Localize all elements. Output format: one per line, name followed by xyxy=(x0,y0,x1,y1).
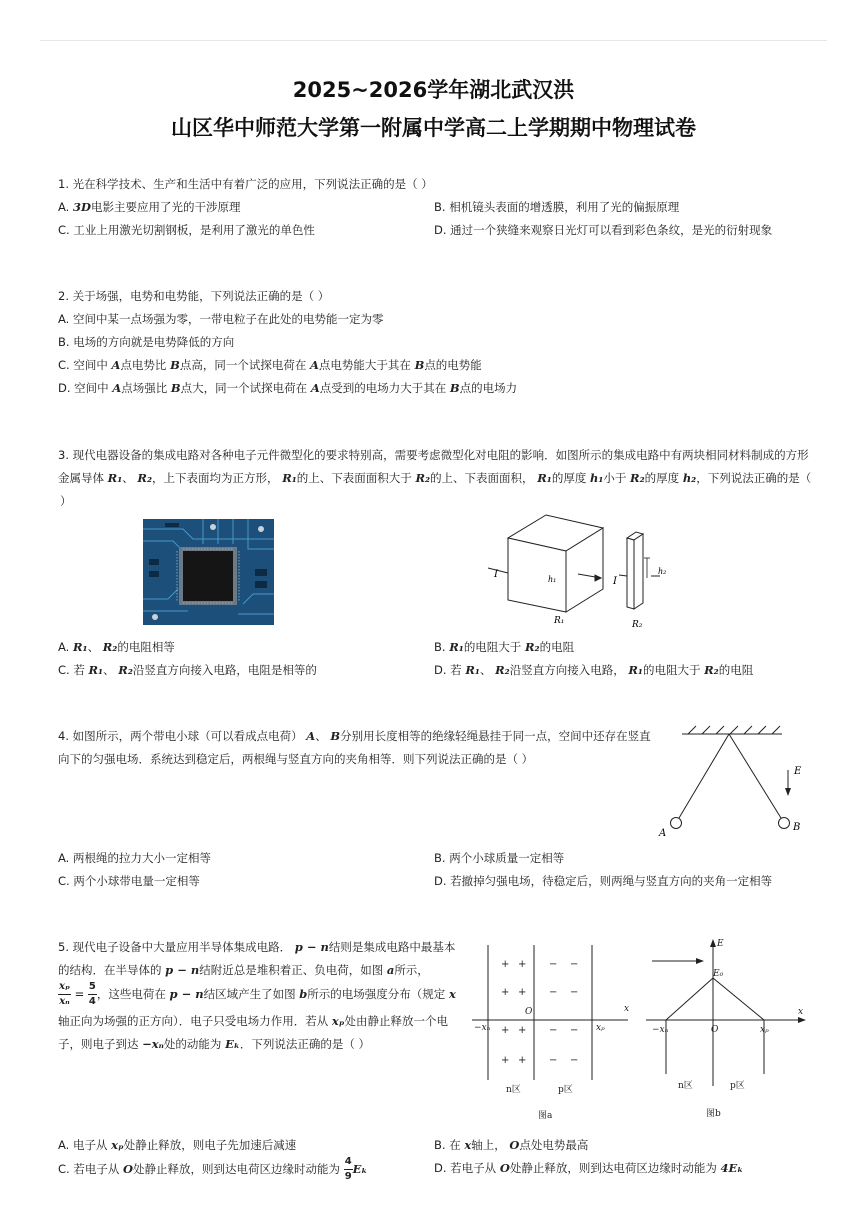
pn-junction-charge-figure xyxy=(468,940,638,1125)
plus-sign: + xyxy=(518,959,527,970)
origin-label: O xyxy=(711,1025,719,1035)
plus-sign: + xyxy=(501,1025,510,1036)
h1-label: h₁ xyxy=(548,575,557,584)
q3-option-d: D. 若 R₁、 R₂沿竖直方向接入电路， R₁的电阻大于 R₂的电阻 xyxy=(434,663,754,677)
plus-sign: + xyxy=(518,987,527,998)
q4-stem-line2: 向下的匀强电场．系统达到稳定后，两根绳与竖直方向的夹角相等．则下列说法正确的是（ ） xyxy=(58,752,534,766)
plus-sign: + xyxy=(501,1055,510,1066)
resistor-blocks-figure xyxy=(486,510,676,630)
q5-stem-line1: 5. 现代电子设备中大量应用半导体集成电路． p − n结则是集成电路中最基本 xyxy=(58,940,456,954)
q5-stem-line4: 轴正向为场强的正方向）．电子只受电场力作用．若从 xₚ处由静止释放一个电 xyxy=(58,1014,448,1028)
q4-option-b: B. 两个小球质量一定相等 xyxy=(434,851,565,865)
minus-sign: − xyxy=(570,987,579,998)
q5-stem-line5: 子，则电子到达 −xₙ处的动能为 Eₖ．下列说法正确的是（ ） xyxy=(58,1037,371,1051)
q2-option-c: C. 空间中 A点电势比 B点高，同一个试探电荷在 A点电势能大于其在 B点的电势能 xyxy=(58,358,482,372)
n-zone-label: n区 xyxy=(506,1085,521,1095)
q1-option-d: D. 通过一个狭缝来观察日光灯可以看到彩色条纹，是光的衍射现象 xyxy=(434,223,773,237)
minus-sign: − xyxy=(549,1025,558,1036)
figure-a-caption: 图a xyxy=(538,1111,553,1121)
ball-a-label: A xyxy=(659,828,667,839)
q2-option-a: A. 空间中某一点场强为零，一带电粒子在此处的电势能一定为零 xyxy=(58,312,384,326)
top-divider xyxy=(40,40,827,41)
e-axis-label: E xyxy=(717,939,724,949)
minus-sign: − xyxy=(549,959,558,970)
minus-sign: − xyxy=(570,1025,579,1036)
q3-option-a: A. R₁、 R₂的电阻相等 xyxy=(58,640,175,654)
plus-sign: + xyxy=(501,959,510,970)
current-label-2: I xyxy=(613,576,617,587)
q5-option-b: B. 在 x轴上， O点处电势最高 xyxy=(434,1138,589,1152)
minus-sign: − xyxy=(549,1055,558,1066)
q1-option-a: A. 3D电影主要应用了光的干涉原理 xyxy=(58,200,241,214)
q3-option-c: C. 若 R₁、 R₂沿竖直方向接入电路，电阻是相等的 xyxy=(58,663,317,677)
q5-option-a: A. 电子从 xₚ处静止释放，则电子先加速后减速 xyxy=(58,1138,297,1152)
exam-title-line2: 山区华中师范大学第一附属中学高二上学期期中物理试卷 xyxy=(171,116,696,140)
x-axis-label: x xyxy=(624,1004,630,1014)
plus-sign: + xyxy=(501,987,510,998)
ratio-value-fraction: $\frac{5}{4}$ xyxy=(88,981,96,1007)
r2-label: R₂ xyxy=(632,620,643,630)
q3-stem-line3: ） xyxy=(60,494,72,508)
x-axis-label: x xyxy=(798,1007,804,1017)
plus-sign: + xyxy=(518,1055,527,1066)
r1-label: R₁ xyxy=(554,616,565,626)
e0-label: E₀ xyxy=(713,969,724,979)
q2-option-d: D. 空间中 A点场强比 B点大，同一个试探电荷在 A点受到的电场力大于其在 B点的电场力 xyxy=(58,381,518,395)
q2-option-b: B. 电场的方向就是电势降低的方向 xyxy=(58,335,235,349)
minus-sign: − xyxy=(570,1055,579,1066)
xn-label: −xₙ xyxy=(652,1025,669,1035)
xn-label: −xₙ xyxy=(474,1023,491,1033)
figure-b-caption: 图b xyxy=(706,1109,721,1119)
origin-label: O xyxy=(525,1007,533,1017)
q3-stem-line2: 金属导体 R₁、 R₂，上下表面均为正方形， R₁的上、下表面面积大于 R₂的上、下表面面积， R₁的厚度 h₁小于 R₂的厚度 h₂，下列说法正确的是（ xyxy=(58,471,812,485)
current-label-1: I xyxy=(494,569,498,580)
q3-option-b: B. R₁的电阻大于 R₂的电阻 xyxy=(434,640,575,654)
h2-label: h₂ xyxy=(658,567,667,576)
electric-field-distribution-figure xyxy=(640,934,810,1124)
q5-stem-line3: $\frac{\text{xₚ}}{\text{xₙ}}$ = $\frac{5}{4}$ ，这些电荷在 p − n结区域产生了如图 b所示的电场强度分布（规定 x xyxy=(59,981,456,1007)
q4-stem-line1: 4. 如图所示，两个带电小球（可以看成点电荷） A、 B分别用长度相等的绝缘轻绳悬挂于同一点，空间中还存在竖直 xyxy=(58,729,651,743)
plus-sign: + xyxy=(518,1025,527,1036)
q5-option-c: C. 若电子从 O处静止释放，则到达电荷区边缘时动能为 $\frac{4}{9}$ Eₖ xyxy=(58,1156,368,1182)
field-e-label: E xyxy=(794,766,802,777)
xp-label: xₚ xyxy=(596,1023,605,1033)
q1-stem: 1. 光在科学技术、生产和生活中有着广泛的应用，下列说法正确的是（ ） xyxy=(58,177,433,191)
ball-b-label: B xyxy=(793,822,801,833)
q1-option-c: C. 工业上用激光切割钢板，是利用了激光的单色性 xyxy=(58,223,315,237)
p-zone-label: p区 xyxy=(730,1081,745,1091)
q4-option-a: A. 两根绳的拉力大小一定相等 xyxy=(58,851,211,865)
q5-option-d: D. 若电子从 O处静止释放，则到达电荷区边缘时动能为 4Eₖ xyxy=(434,1161,744,1175)
q3-stem-line1: 3. 现代电器设备的集成电路对各种电子元件微型化的要求特别高，需要考虑微型化对电阻的影响．如图所示的集成电路中有两块相同材料制成的方形 xyxy=(58,448,809,462)
q1-option-b: B. 相机镜头表面的增透膜，利用了光的偏振原理 xyxy=(434,200,680,214)
xp-label: xₚ xyxy=(760,1025,769,1035)
q4-option-c: C. 两个小球带电量一定相等 xyxy=(58,874,200,888)
circuit-board-photo xyxy=(143,519,274,625)
p-zone-label: p区 xyxy=(558,1085,573,1095)
minus-sign: − xyxy=(549,987,558,998)
four-ninths-fraction: $\frac{4}{9}$ xyxy=(344,1156,352,1182)
n-zone-label: n区 xyxy=(678,1081,693,1091)
q2-stem: 2. 关于场强，电势和电势能，下列说法正确的是（ ） xyxy=(58,289,330,303)
ratio-fraction: $\frac{\text{xₚ}}{\text{xₙ}}$ xyxy=(59,981,70,1007)
exam-title-line1: 2025~2026学年湖北武汉洪 xyxy=(292,78,575,102)
q5-stem-line2: 的结构．在半导体的 p − n结附近总是堆积着正、负电荷，如图 a所示， xyxy=(58,963,429,977)
q4-option-d: D. 若撤掉匀强电场，待稳定后，则两绳与竖直方向的夹角一定相等 xyxy=(434,874,773,888)
minus-sign: − xyxy=(570,959,579,970)
pendulum-figure xyxy=(650,722,820,840)
